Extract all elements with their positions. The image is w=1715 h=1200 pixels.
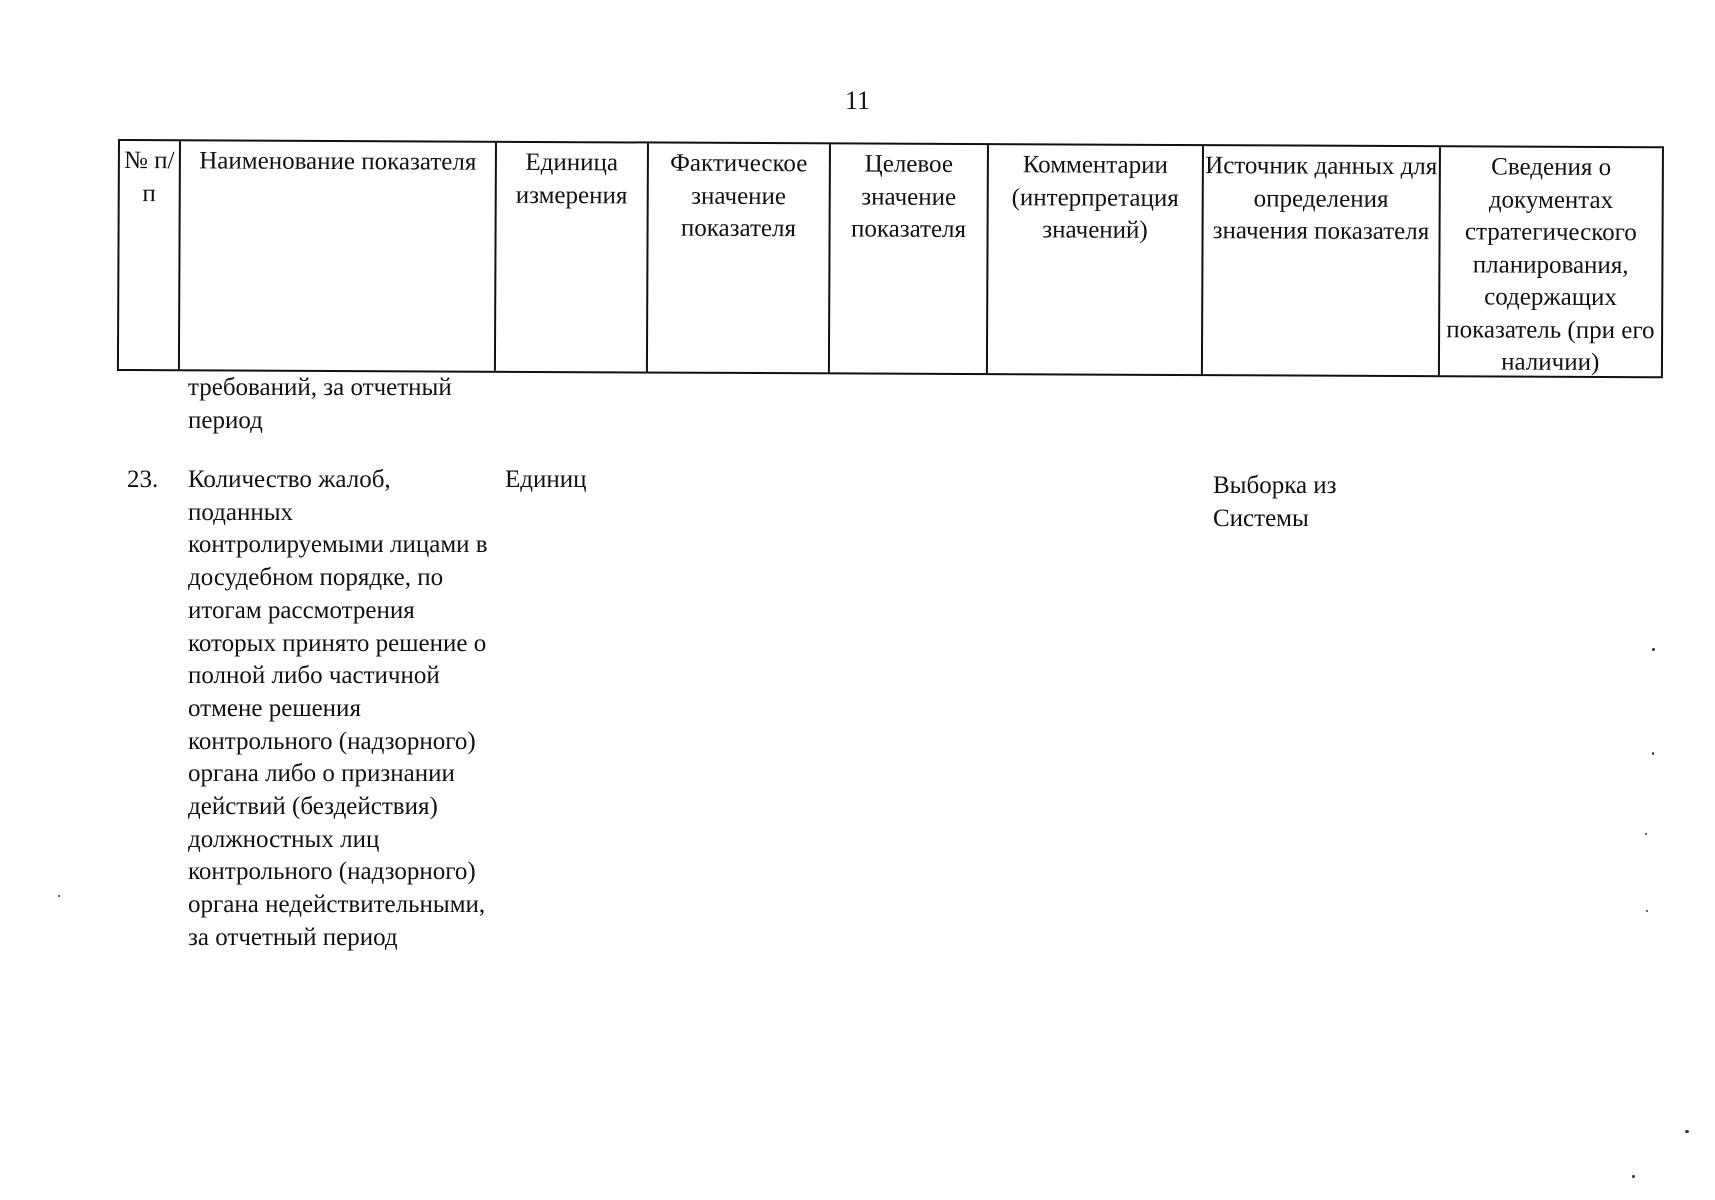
header-cell-actual-value: Фактическое значение показателя [648, 144, 832, 373]
header-cell-target-value: Целевое значение показателя [830, 144, 989, 373]
header-cell-unit: Единица измерения [496, 143, 649, 372]
row-indicator-name: Количество жалоб, поданных контролируемыми лицами в досудебном порядке, по итогам рассмотрения которых принято решение о полной либо частичной отмене решения контрольного (надзорного) органа либо о признании действий (бездействия) должностных лиц контрольного (надзорного) органа недействительными, за отчетный период [188, 466, 488, 951]
header-cell-strategic-documents: Сведения о документах стратегического планирования, содержащих показатель (при его наличии) [1446, 153, 1655, 376]
continued-indicator-name: требований, за отчетный период [188, 374, 452, 434]
row-data-source: Выборка из Системы [1213, 472, 1337, 532]
scan-speck [1652, 648, 1655, 651]
header-cell-comments: Комментарии (интерпретация значений) [988, 145, 1205, 374]
scan-speck [1652, 752, 1654, 755]
scan-speck [1632, 1175, 1635, 1178]
scan-speck [1645, 833, 1647, 835]
header-cell-number: № п/п [119, 141, 181, 369]
page-number: 11 [844, 86, 871, 115]
row-number: 23. [127, 466, 159, 493]
row-unit: Единиц [505, 466, 587, 493]
table-header [117, 139, 1664, 378]
scan-speck [58, 895, 60, 897]
scan-speck [1685, 1130, 1689, 1133]
header-cell-data-source: Источник данных для определения значения показателя [1203, 146, 1440, 375]
scan-speck [1646, 910, 1648, 912]
header-cell-indicator-name: Наименование показателя [180, 141, 497, 370]
